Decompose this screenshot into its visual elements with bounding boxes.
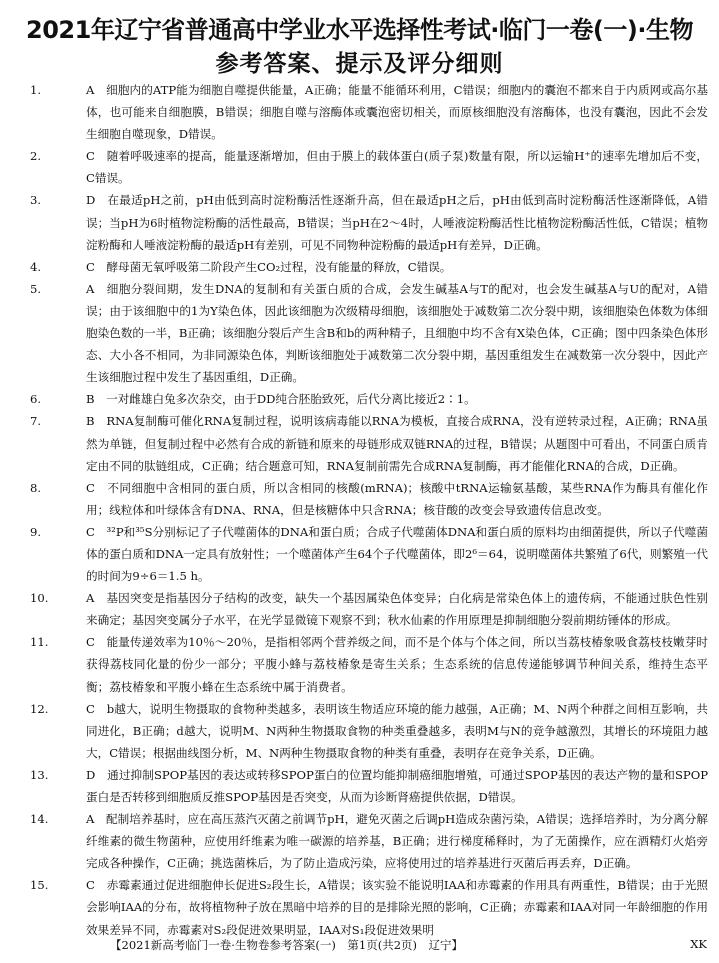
- answer-item: [30, 278, 708, 388]
- page-subtitle: 参考答案、提示及评分细则: [215, 51, 504, 77]
- answer-text: D 通过抑制SPOP基因的表达或转移SPOP蛋白的位置均能抑制癌细胞增殖，可通过SPOP基因的表达产物的量和SPOP蛋白是否转移到细胞质反推SPOP基因是否突变，从而为诊断肾癌提供依据，D错误。: [86, 767, 708, 804]
- answer-text: C 赤霉素通过促进细胞伸长促进S₂段生长，A错误；该实验不能说明IAA和赤霉素的作用具有两重性，B错误；由于光照会影响IAA的分布，故将植物种子放在黑暗中培养的目的是排除光照的影响，C正确；赤霉素和IAA对同一年龄细胞的作用效果差异不同，赤霉素对S₂段促进效果明显，IAA对S₁段促进效果明: [86, 878, 708, 937]
- answer-item: [30, 256, 708, 278]
- answer-number: 1.: [30, 83, 42, 97]
- answer-text: D 在最适pH之前，pH由低到高时淀粉酶活性逐渐升高，但在最适pH之后，pH由低到高时淀粉酶活性逐渐降低，A错误；当pH为6时植物淀粉酶的活性最高，B错误；当pH在2～4时，人唾液淀粉酶活性比植物淀粉酶活性低，C错误；植物淀粉酶和人唾液淀粉酶的最适pH有差别，可见不同物种淀粉酶的最适pH有差异，D正确。: [86, 193, 708, 252]
- page-footer: [0, 937, 719, 955]
- answer-item: [30, 79, 708, 145]
- answer-number: 13.: [30, 767, 49, 782]
- answer-number: 11.: [30, 635, 49, 650]
- answer-item: [30, 808, 708, 874]
- answer-item: [30, 189, 708, 255]
- answer-item: [30, 698, 708, 764]
- answer-item: [30, 631, 708, 697]
- answer-number: 2.: [30, 149, 42, 164]
- answer-list: [30, 79, 708, 941]
- answer-text: A 配制培养基时，应在高压蒸汽灭菌之前调节pH，避免灭菌之后调pH造成杂菌污染，A错误；选择培养时，为分离分解纤维素的微生物菌种，应使用纤维素为唯一碳源的培养基，B正确；进行梯度稀释时，为了无菌操作，应在酒精灯火焰旁完成各种操作，C正确；挑选菌株后，为了防止造成污染，应将使用过的培养基进行灭菌后再丢弃，D正确。: [86, 812, 708, 871]
- answer-number: 15.: [30, 878, 49, 893]
- answer-number: 12.: [30, 701, 49, 716]
- answer-number: 3.: [30, 193, 42, 208]
- answer-text: B RNA复制酶可催化RNA复制过程，说明该病毒能以RNA为模板，直接合成RNA，没有逆转录过程，A正确；RNA虽然为单链，但复制过程中必然有合成的新链和原来的母链形成双链RNA的过程，B错误；从题图中可看出，不同蛋白质肯定由不同的肽链组成，C正确；结合题意可知，RNA复制前需先合成RNA复制酶，再才能催化RNA的合成，D正确。: [86, 414, 708, 473]
- answer-text: C 能量传递效率为10％～20％，是指相邻两个营养级之间，而不是个体与个体之间，所以当荔枝椿象吸食荔枝枝嫩芽时获得荔枝同化量的份少一部分；平腹小蜂与荔枝椿象是寄生关系；生态系统的信息传递能够调节种间关系，维持生态平衡；荔枝椿象和平腹小蜂在生态系统中属于消费者。: [86, 635, 708, 694]
- answer-text: A 细胞内的ATP能为细胞自噬提供能量，A正确；能量不能循环利用，C错误；细胞内的囊泡不都来自于内质网或高尔基体，也可能来自细胞膜，B错误；细胞自噬与溶酶体或囊泡密切相关，而原核细胞没有溶酶体，也没有囊泡，因此不会发生细胞自噬现象，D错误。: [86, 83, 708, 142]
- answer-item: [30, 521, 708, 587]
- answer-text: B 一对雌雄白兔多次杂交，由于DD纯合胚胎致死，后代分离比接近2∶1。: [86, 392, 476, 407]
- answer-text: C 随着呼吸速率的提高，能量逐渐增加，但由于膜上的载体蛋白(质子泵)数量有限，所以运输H⁺的速率先增加后不变，C错误。: [86, 149, 708, 186]
- answer-item: [30, 410, 708, 476]
- answer-number: 8.: [30, 480, 42, 495]
- answer-number: 14.: [30, 812, 49, 827]
- answer-text: C 酵母菌无氧呼吸第二阶段产生CO₂过程，没有能量的释放，C错误。: [86, 259, 452, 274]
- answer-text: C ³²P和³⁵S分别标记了子代噬菌体的DNA和蛋白质；合成子代噬菌体DNA和蛋白质的原料均由细菌提供，所以子代噬菌体的蛋白质和DNA一定具有放射性；一个噬菌体产生64个子代噬菌体，即2⁶＝64，说明噬菌体共繁殖了6代，则繁殖一代的时间为9÷6＝1.5 h。: [86, 524, 708, 584]
- answer-text: A 细胞分裂间期，发生DNA的复制和有关蛋白质的合成，会发生碱基A与T的配对，也会发生碱基A与U的配对，A错误；由于该细胞中的1为Y染色体，因此该细胞为次级精母细胞，该细胞处于减数第二次分裂中期，该细胞染色体数为体细胞染色数的一半，B正确；该细胞分裂后产生含B和b的两种精子，且细胞中均不含有X染色体，C正确；图中四条染色体形态、大小各不相同，为非同源染色体，判断该细胞处于减数第二次分裂中期，基因重组发生在减数第一次分裂中，因此产生该细胞过程中发生了基因重组，D正确。: [86, 281, 708, 385]
- answer-number: 7.: [30, 414, 42, 429]
- answer-text: A 基因突变是指基因分子结构的改变，缺失一个基因属染色体变异；白化病是常染色体上的遗传病，不能通过肤色性别来确定；基因突变属分子水平，在光学显微镜下观察不到；秋水仙素的作用原理是抑制细胞分裂前期纺锤体的形成。: [86, 591, 708, 628]
- answer-number: 6.: [30, 392, 42, 407]
- footer-code: XK: [690, 937, 707, 951]
- answer-text: C b越大，说明生物摄取的食物种类越多，表明该生物适应环境的能力越强，A正确；M、N两个种群之间相互影响，共同进化，B正确；d越大，说明M、N两种生物摄取食物的种类重叠越多，表明M与N的竞争越激烈，其增长的环境阻力越大，C错误；根据曲线图分析，M、N两种生物摄取食物的种类有重叠，表明存在竞争关系，D正确。: [86, 701, 708, 760]
- answer-item: [30, 874, 708, 940]
- footer-info: 【2021新高考临门一卷·生物卷参考答案(一) 第1页(共2页) 辽宁】: [110, 938, 463, 952]
- answer-item: [30, 388, 708, 410]
- answer-number: 9.: [30, 524, 42, 539]
- answer-item: [30, 477, 708, 521]
- answer-number: 10.: [30, 591, 49, 606]
- answer-item: [30, 145, 708, 189]
- answer-number: 5.: [30, 281, 42, 296]
- answer-number: 4.: [30, 259, 42, 274]
- page-title: 2021年辽宁省普通高中学业水平选择性考试·临门一卷(一)·生物: [26, 16, 693, 44]
- answer-item: [30, 587, 708, 631]
- answer-text: C 不同细胞中含相同的蛋白质，所以含相同的核酸(mRNA)；核酸中tRNA运输氨基酸，某些RNA作为酶具有催化作用；线粒体和叶绿体含有DNA、RNA，但是核糖体中只含RNA；核苷酸的改变会导致遗传信息改变。: [86, 480, 708, 517]
- answer-item: [30, 764, 708, 808]
